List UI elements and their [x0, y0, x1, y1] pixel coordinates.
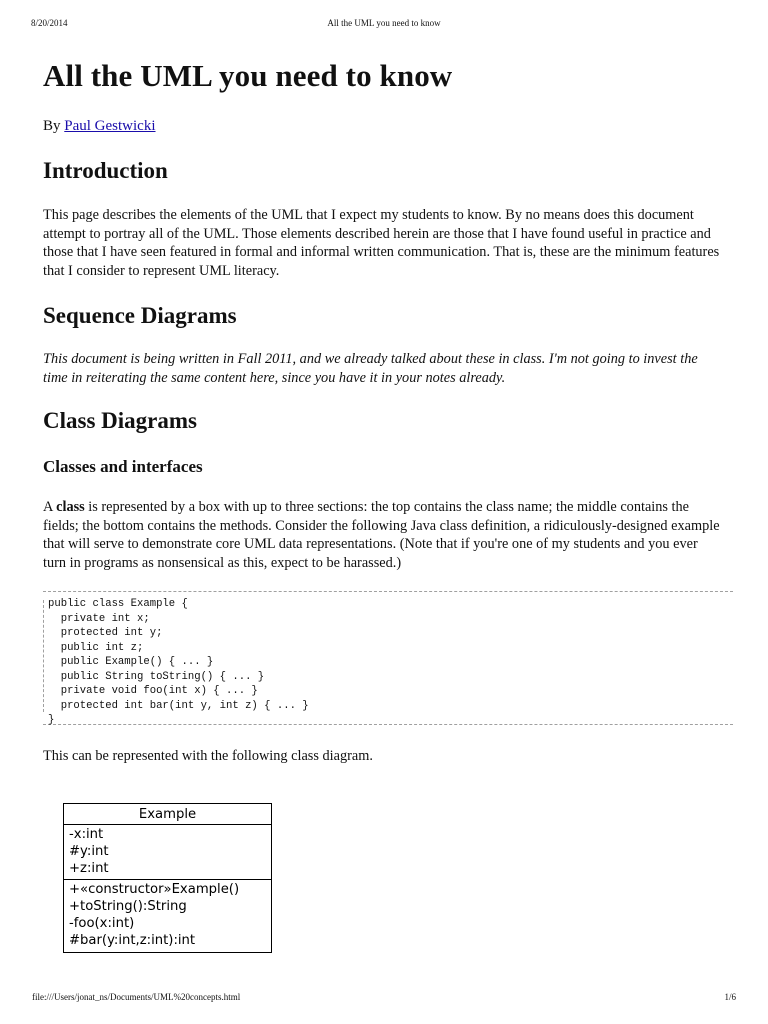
code-line: public int z; [48, 641, 144, 654]
uml-methods-section [64, 880, 271, 951]
class-term: class [56, 499, 85, 515]
print-footer-path: file:///Users/jonat_ns/Documents/UML%20concepts.html [32, 992, 241, 1002]
class-paragraph-rest: is represented by a box with up to three sections: the top contains the class name; the middle contains the fields; the bottom contains the methods. Consider the following Java class definition, a ridiculously-designed example that will serve to demonstrate core UML data representations. (Note that if you're one of my students and you ever turn in programs as nonsensical as this, expect to be harassed.) [43, 499, 720, 572]
heading-introduction: Introduction [43, 158, 168, 183]
class-paragraph [43, 498, 723, 573]
code-line: protected int y; [48, 627, 163, 639]
heading-classes-and-interfaces: Classes and interfaces [43, 457, 203, 476]
code-line: public class Example { [48, 598, 188, 610]
heading-sequence-diagrams: Sequence Diagrams [43, 303, 237, 328]
code-line: public Example() { ... } [48, 656, 214, 668]
uml-field: -x:int [69, 827, 104, 842]
java-code-block [43, 591, 733, 725]
uml-method: +«constructor»Example() [69, 882, 240, 898]
uml-class-name: Example [64, 804, 271, 825]
uml-fields-section [64, 825, 271, 880]
after-code-paragraph: This can be represented with the following class diagram. [43, 748, 373, 764]
print-header-title: All the UML you need to know [327, 18, 441, 28]
print-page-number: 1/6 [724, 992, 736, 1002]
uml-class-diagram [63, 803, 272, 953]
code-line: private void foo(int x) { ... } [48, 685, 258, 697]
uml-method: #bar(y:int,z:int):int [69, 932, 196, 948]
introduction-paragraph: This page describes the elements of the UML that I expect my students to know. By no means does this document attempt to portray all of the UML. Those elements described herein are those that I have found useful in practice and those that I have seen featured in formal and informal written communication. That is, these are the minimum features that I consider to represent UML literacy. [43, 207, 720, 280]
print-date: 8/20/2014 [31, 18, 68, 28]
uml-field: #y:int [69, 843, 109, 859]
code-rail [43, 600, 44, 712]
page-title: All the UML you need to know [43, 58, 453, 93]
uml-field: +z:int [69, 860, 109, 876]
uml-method: +toString():String [69, 899, 187, 915]
byline [43, 118, 156, 135]
code-line: private int x; [48, 612, 150, 625]
code-line: protected int bar(int y, int z) { ... } [48, 699, 309, 712]
code-line: } [48, 714, 55, 726]
sequence-paragraph: This document is being written in Fall 2011, and we already talked about these in class. I'm not going to invest the time in reiterating the same content here, since you have it in your notes already. [43, 351, 698, 386]
code-line: public String toString() { ... } [48, 670, 265, 683]
uml-method: -foo(x:int) [69, 915, 135, 931]
class-paragraph-prefix: A [43, 499, 57, 515]
byline-prefix: By [43, 118, 65, 134]
heading-class-diagrams: Class Diagrams [43, 408, 197, 433]
author-link[interactable]: Paul Gestwicki [64, 118, 156, 134]
